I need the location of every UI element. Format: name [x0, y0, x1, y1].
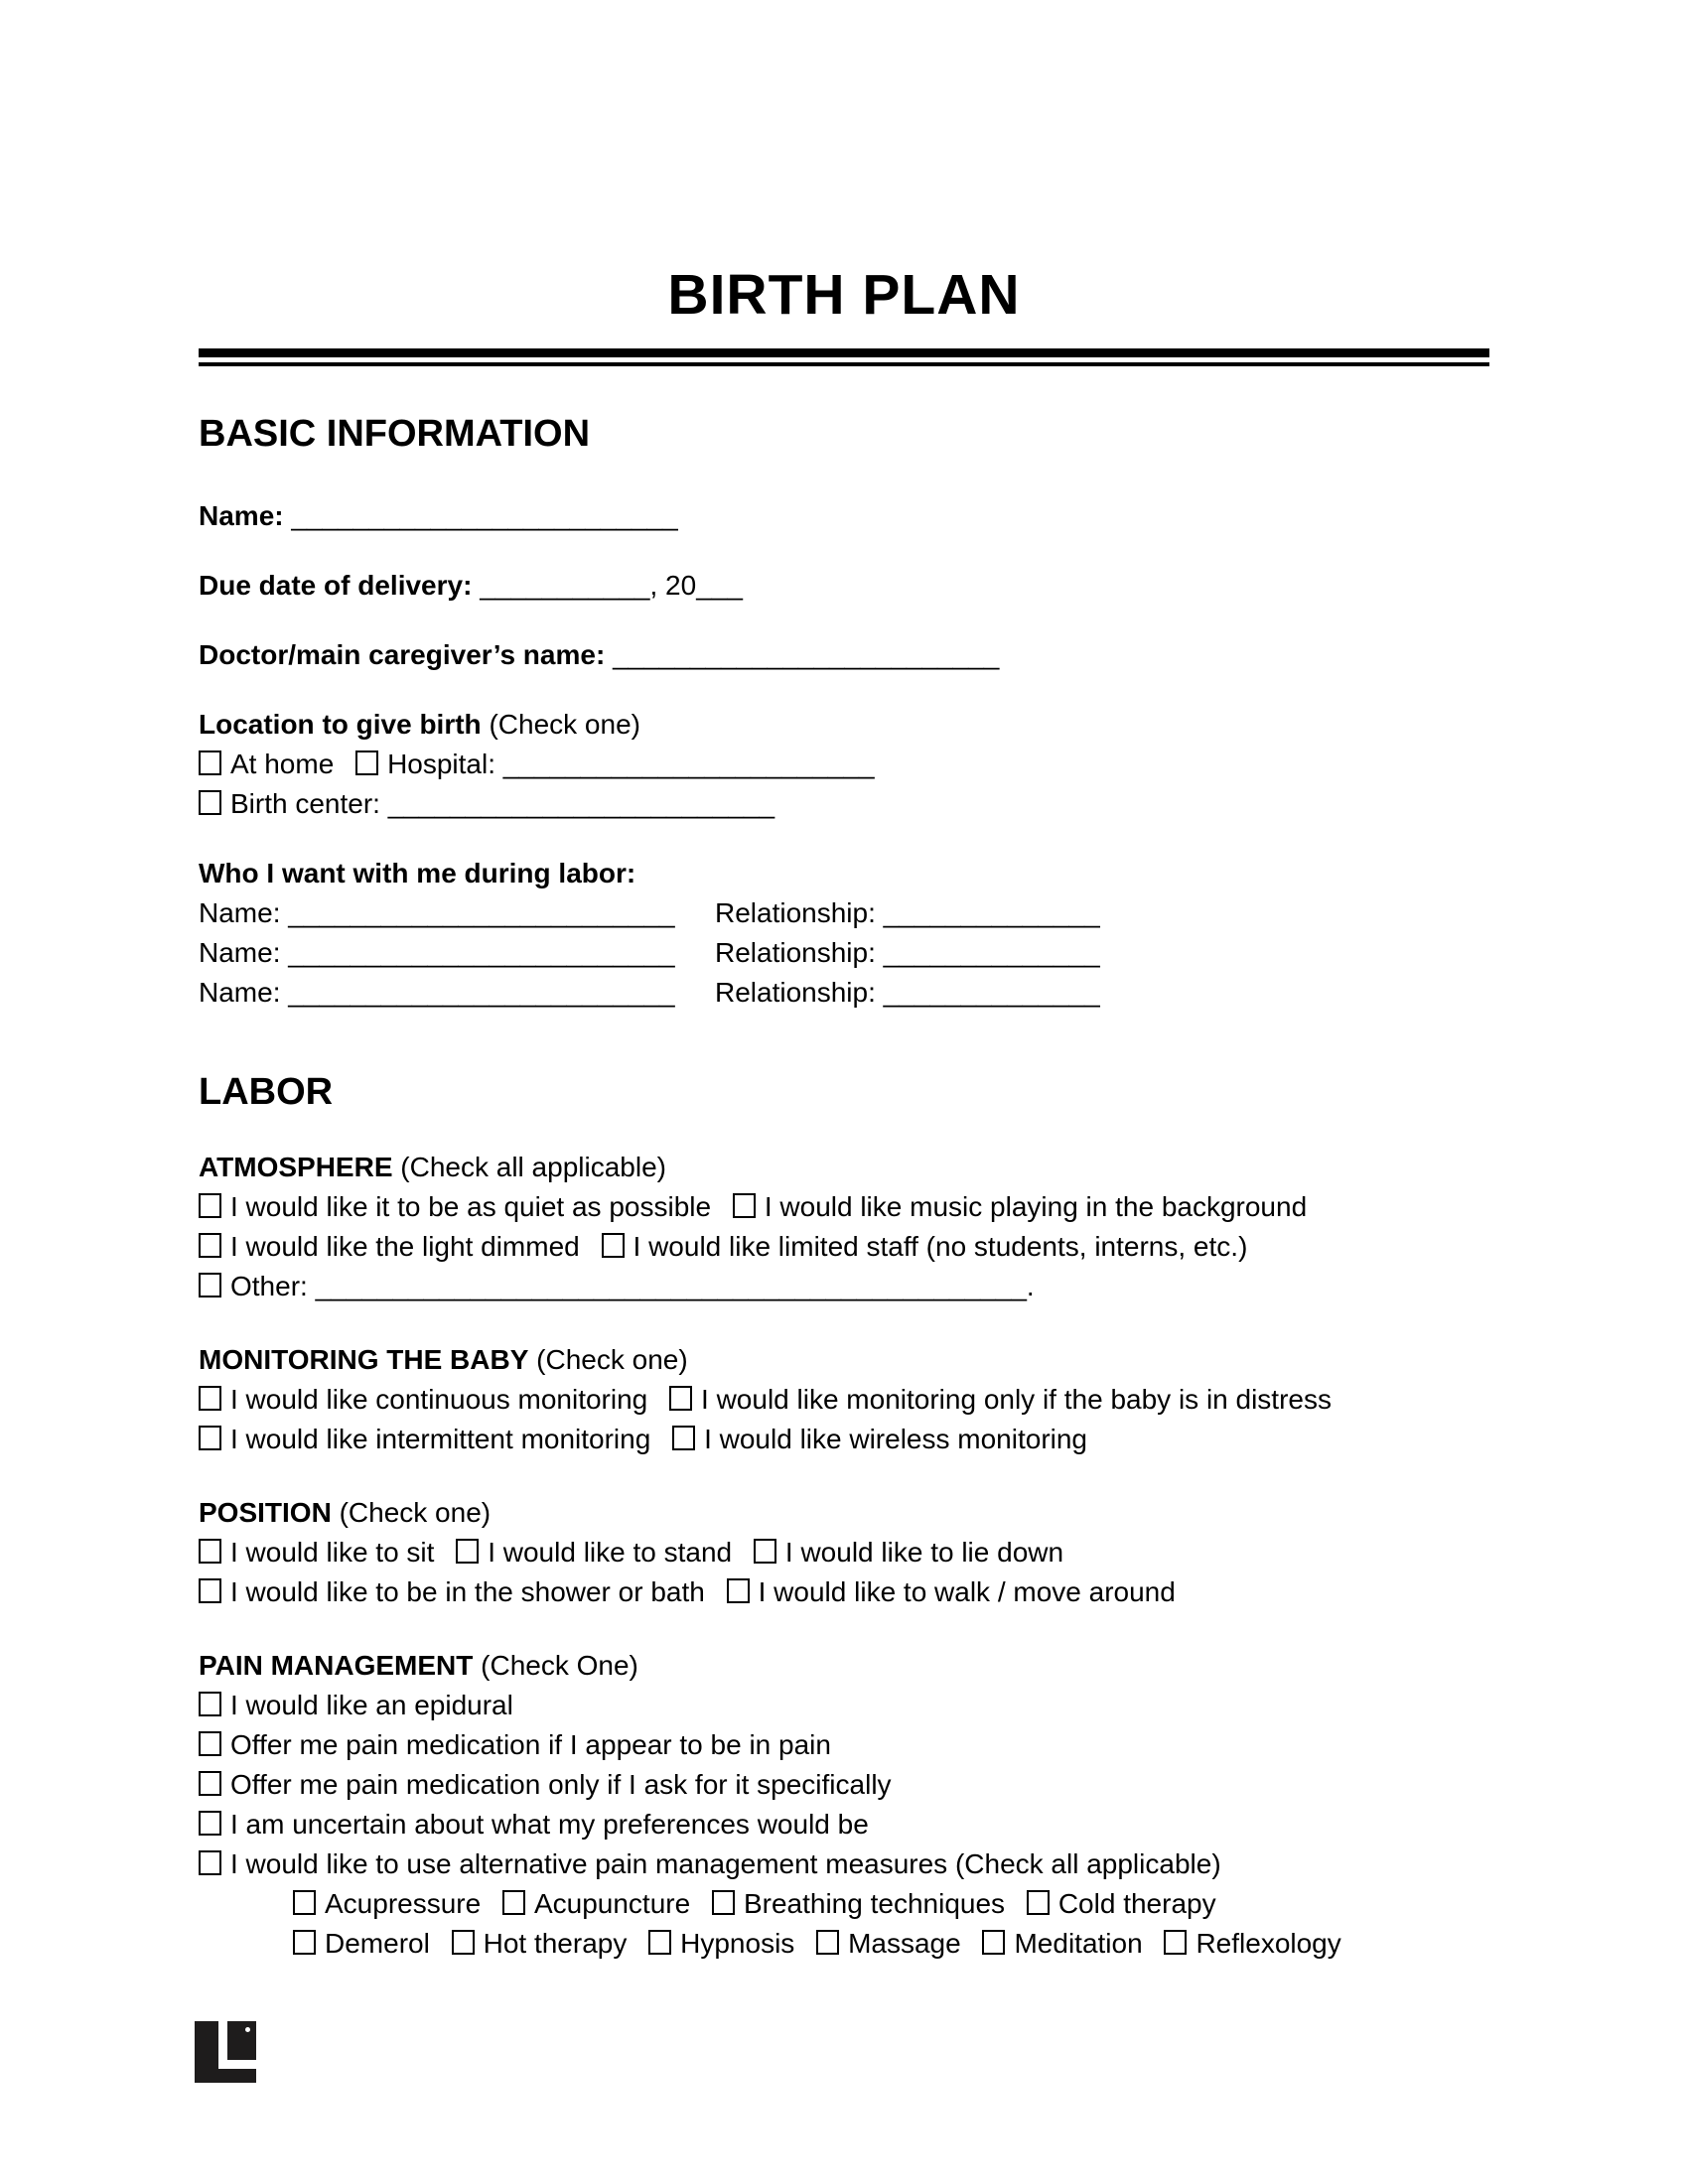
checkbox-option — [293, 1928, 430, 1959]
checkbox-label: I would like music playing in the background — [764, 1191, 1308, 1223]
checkbox-icon[interactable] — [199, 1273, 221, 1297]
checkbox-option — [754, 1537, 1063, 1568]
companion-name-label: Name: — [199, 897, 281, 929]
checkbox-icon[interactable] — [199, 1771, 221, 1796]
monitoring-heading-row — [199, 1340, 1489, 1380]
checkbox-icon[interactable] — [669, 1386, 692, 1411]
checkbox-option-hospital — [355, 749, 874, 779]
hospital-blank-line: ________________________ — [502, 749, 875, 780]
checkbox-option — [199, 1769, 892, 1800]
checkbox-icon[interactable] — [1027, 1890, 1050, 1915]
companion-row — [199, 893, 1489, 933]
checkbox-option — [293, 1888, 481, 1919]
checkbox-icon[interactable] — [648, 1930, 671, 1955]
checkbox-option — [199, 1384, 647, 1415]
checkbox-icon[interactable] — [199, 1850, 221, 1875]
companion-relationship-label: Relationship: — [715, 897, 876, 929]
atmosphere-heading-row — [199, 1148, 1489, 1187]
checkbox-label: Acupuncture — [533, 1888, 691, 1920]
checkbox-label: Massage — [848, 1928, 961, 1960]
title-divider — [199, 348, 1489, 366]
atmosphere-options-row-1 — [199, 1187, 1489, 1227]
pain-heading-row — [199, 1646, 1489, 1686]
checkbox-option — [199, 1848, 1221, 1879]
position-options-row-2 — [199, 1572, 1489, 1612]
field-row-due-date — [199, 566, 1489, 606]
checkbox-icon[interactable] — [199, 751, 221, 775]
checkbox-icon[interactable] — [293, 1890, 316, 1915]
checkbox-label: I would like it to be as quiet as possible — [230, 1191, 712, 1223]
birth-center-blank-line: _________________________ — [387, 788, 775, 820]
checkbox-label: I would like to sit — [230, 1537, 435, 1569]
location-label: Location to give birth — [199, 709, 482, 741]
checkbox-label: Cold therapy — [1057, 1888, 1216, 1920]
companion-relationship-label: Relationship: — [715, 977, 876, 1009]
checkbox-label: At home — [230, 749, 335, 780]
section-heading-labor: LABOR — [199, 1071, 334, 1114]
field-row-name — [199, 496, 1489, 536]
checkbox-option — [982, 1928, 1142, 1959]
checkbox-icon[interactable] — [355, 751, 378, 775]
checkbox-icon[interactable] — [727, 1578, 750, 1603]
pain-hint: (Check One) — [481, 1650, 638, 1682]
checkbox-icon[interactable] — [199, 1539, 221, 1564]
pain-title: PAIN MANAGEMENT — [199, 1650, 474, 1682]
companion-name-blank-line: _________________________ — [288, 897, 675, 929]
companions-block — [199, 854, 1489, 1013]
checkbox-option — [733, 1191, 1307, 1222]
page-title: BIRTH PLAN — [667, 263, 1021, 327]
companion-row — [199, 973, 1489, 1013]
checkbox-icon[interactable] — [982, 1930, 1005, 1955]
monitoring-hint: (Check one) — [536, 1344, 688, 1376]
legaltemplates-logo — [195, 2021, 256, 2083]
checkbox-label: Other: — [230, 1271, 308, 1302]
checkbox-option — [452, 1928, 628, 1959]
checkbox-option — [712, 1888, 1005, 1919]
checkbox-label: I would like to stand — [488, 1537, 733, 1569]
checkbox-option — [199, 1231, 580, 1262]
checkbox-label: I would like an epidural — [230, 1690, 513, 1721]
checkbox-label: I would like intermittent monitoring — [230, 1424, 651, 1455]
checkbox-option — [199, 1191, 711, 1222]
checkbox-icon[interactable] — [199, 1426, 221, 1450]
checkbox-icon[interactable] — [199, 1578, 221, 1603]
pain-alternative-options-row-1 — [199, 1884, 1489, 1924]
companion-name-label: Name: — [199, 937, 281, 969]
companion-relationship-blank-line: ______________ — [883, 977, 1100, 1009]
checkbox-icon[interactable] — [199, 1233, 221, 1258]
position-heading-row — [199, 1493, 1489, 1533]
monitoring-options-row-2 — [199, 1420, 1489, 1459]
checkbox-option — [727, 1576, 1176, 1607]
pain-option-row — [199, 1765, 1489, 1805]
checkbox-label: I would like the light dimmed — [230, 1231, 580, 1263]
checkbox-icon[interactable] — [199, 790, 221, 815]
location-hint: (Check one) — [489, 709, 640, 741]
doctor-label: Doctor/main caregiver’s name: — [199, 639, 606, 671]
atmosphere-other-row — [199, 1267, 1489, 1306]
location-block — [199, 705, 1489, 824]
companion-relationship-blank-line: ______________ — [883, 937, 1100, 969]
checkbox-label: Birth center: — [230, 788, 380, 820]
companion-name-blank-line: _________________________ — [288, 977, 675, 1009]
checkbox-option — [602, 1231, 1248, 1262]
name-label: Name: — [199, 500, 284, 532]
checkbox-label: Offer me pain medication only if I ask for it specifically — [230, 1769, 892, 1801]
location-heading-row — [199, 705, 1489, 745]
checkbox-option — [1164, 1928, 1340, 1959]
monitoring-options-row-1 — [199, 1380, 1489, 1420]
checkbox-option — [648, 1928, 794, 1959]
checkbox-label: Meditation — [1014, 1928, 1143, 1960]
checkbox-icon[interactable] — [1164, 1930, 1187, 1955]
monitoring-block — [199, 1340, 1489, 1459]
checkbox-option — [456, 1537, 732, 1568]
checkbox-label: I would like to use alternative pain management measures (Check all applicable) — [230, 1848, 1221, 1880]
checkbox-icon[interactable] — [199, 1731, 221, 1756]
checkbox-icon[interactable] — [293, 1930, 316, 1955]
atmosphere-hint: (Check all applicable) — [400, 1152, 666, 1183]
checkbox-icon[interactable] — [456, 1539, 479, 1564]
checkbox-icon[interactable] — [672, 1426, 695, 1450]
other-blank-line: ______________________________________________ — [315, 1271, 1027, 1302]
checkbox-option — [502, 1888, 690, 1919]
checkbox-icon[interactable] — [199, 1193, 221, 1218]
pain-option-row — [199, 1844, 1489, 1884]
location-options-row-2 — [199, 784, 1489, 824]
companion-row — [199, 933, 1489, 973]
companions-heading: Who I want with me during labor: — [199, 858, 636, 889]
other-suffix: . — [1026, 1271, 1035, 1302]
due-date-label: Due date of delivery: — [199, 570, 473, 602]
checkbox-label: I would like monitoring only if the baby is in distress — [701, 1384, 1332, 1416]
checkbox-label: I would like to lie down — [784, 1537, 1064, 1569]
checkbox-option — [669, 1384, 1332, 1415]
due-date-year-suffix: , 20___ — [649, 570, 743, 602]
checkbox-option-birth-center — [199, 788, 774, 819]
pain-option-row — [199, 1805, 1489, 1844]
checkbox-option — [199, 1809, 869, 1840]
checkbox-option — [672, 1424, 1087, 1454]
checkbox-icon[interactable] — [733, 1193, 756, 1218]
companion-name-label: Name: — [199, 977, 281, 1009]
checkbox-label: Offer me pain medication if I appear to be in pain — [230, 1729, 831, 1761]
companion-name-blank-line: _________________________ — [288, 937, 675, 969]
document-content — [199, 0, 1489, 1964]
checkbox-option — [1027, 1888, 1216, 1919]
checkbox-icon[interactable] — [816, 1930, 839, 1955]
checkbox-option — [816, 1928, 961, 1959]
companion-relationship-field — [715, 973, 1100, 1013]
checkbox-label: Breathing techniques — [743, 1888, 1006, 1920]
atmosphere-options-row-2 — [199, 1227, 1489, 1267]
checkbox-icon[interactable] — [199, 1386, 221, 1411]
checkbox-label: I would like wireless monitoring — [704, 1424, 1088, 1455]
companion-relationship-field — [715, 933, 1100, 973]
position-hint: (Check one) — [339, 1497, 492, 1529]
companion-name-field — [199, 973, 715, 1013]
doctor-blank-line: _________________________ — [613, 639, 1000, 671]
atmosphere-block — [199, 1148, 1489, 1306]
logo-dot — [245, 2027, 250, 2032]
checkbox-icon[interactable] — [199, 1811, 221, 1836]
monitoring-title: MONITORING THE BABY — [199, 1344, 529, 1376]
logo-l-icon — [218, 2021, 256, 2069]
checkbox-label: Demerol — [325, 1928, 430, 1960]
checkbox-option-other — [199, 1271, 1035, 1301]
due-date-blank-line: ___________ — [480, 570, 650, 602]
name-blank-line: _________________________ — [291, 500, 678, 532]
checkbox-label: Hot therapy — [483, 1928, 628, 1960]
companion-relationship-field — [715, 893, 1100, 933]
pain-option-row — [199, 1725, 1489, 1765]
location-options-row-1 — [199, 745, 1489, 784]
checkbox-option — [199, 1729, 831, 1760]
companion-relationship-label: Relationship: — [715, 937, 876, 969]
checkbox-label: I would like limited staff (no students, interns, etc.) — [633, 1231, 1248, 1263]
checkbox-label: I would like continuous monitoring — [230, 1384, 648, 1416]
position-block — [199, 1493, 1489, 1612]
pain-management-block — [199, 1646, 1489, 1964]
position-title: POSITION — [199, 1497, 332, 1529]
checkbox-option — [199, 1424, 650, 1454]
pain-alternative-options-row-2 — [199, 1924, 1489, 1964]
companion-name-field — [199, 893, 715, 933]
checkbox-label: Hypnosis — [680, 1928, 795, 1960]
companion-relationship-blank-line: ______________ — [883, 897, 1100, 929]
checkbox-icon[interactable] — [602, 1233, 625, 1258]
checkbox-label: I would like to be in the shower or bath — [230, 1576, 705, 1608]
position-options-row-1 — [199, 1533, 1489, 1572]
checkbox-icon[interactable] — [754, 1539, 776, 1564]
checkbox-label: I am uncertain about what my preferences would be — [230, 1809, 869, 1841]
checkbox-label: I would like to walk / move around — [758, 1576, 1176, 1608]
checkbox-option-at-home — [199, 749, 334, 779]
companion-name-field — [199, 933, 715, 973]
checkbox-option — [199, 1576, 705, 1607]
checkbox-option — [199, 1537, 434, 1568]
atmosphere-title: ATMOSPHERE — [199, 1152, 393, 1183]
checkbox-icon[interactable] — [502, 1890, 525, 1915]
field-row-doctor — [199, 635, 1489, 675]
checkbox-icon[interactable] — [452, 1930, 475, 1955]
checkbox-label: Acupressure — [325, 1888, 482, 1920]
checkbox-icon[interactable] — [199, 1692, 221, 1716]
checkbox-label: Hospital: — [387, 749, 495, 780]
checkbox-icon[interactable] — [712, 1890, 735, 1915]
pain-option-row — [199, 1686, 1489, 1725]
checkbox-option — [199, 1690, 513, 1720]
checkbox-label: Reflexology — [1196, 1928, 1341, 1960]
section-heading-basic-information: BASIC INFORMATION — [199, 412, 591, 455]
